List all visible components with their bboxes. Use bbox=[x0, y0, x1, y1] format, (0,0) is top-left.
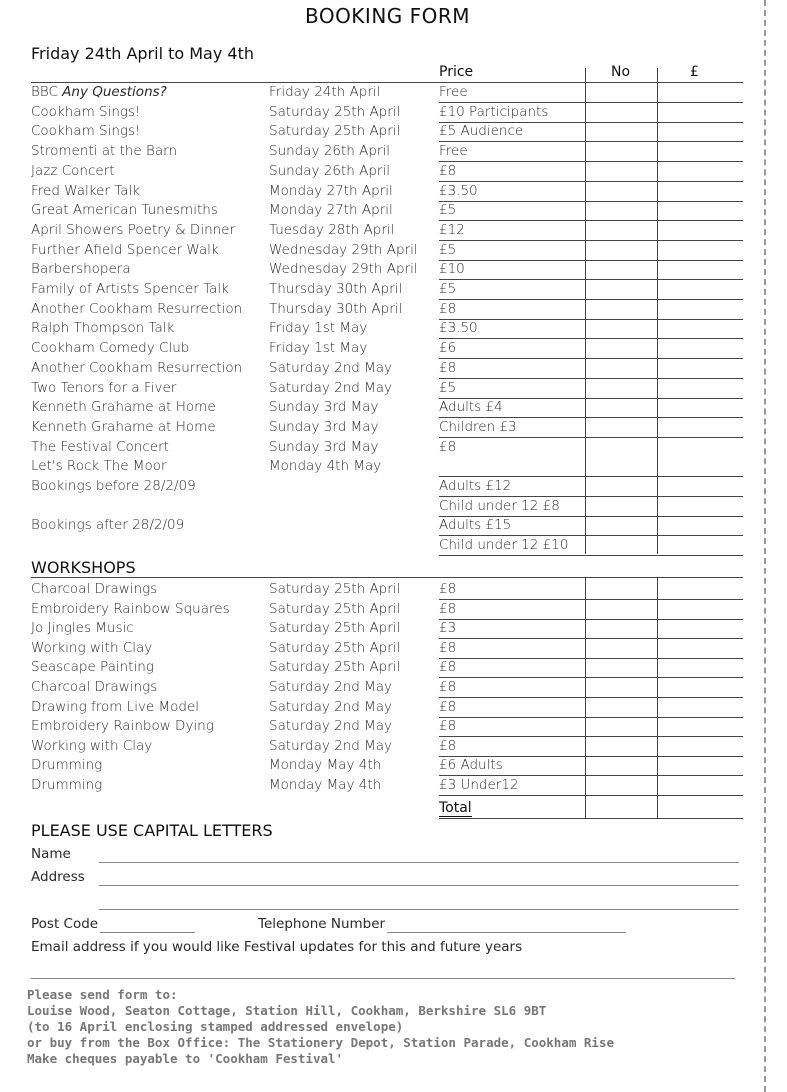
workshop-date: Saturday 25th April bbox=[269, 639, 401, 656]
workshop-price: £8 bbox=[439, 659, 457, 676]
event-row-rule bbox=[439, 319, 743, 320]
event-row-rule bbox=[439, 437, 743, 438]
event-row-rule bbox=[439, 220, 743, 221]
event-date: Sunday 3rd May bbox=[269, 399, 379, 416]
workshop-date: Saturday 2nd May bbox=[269, 737, 393, 754]
event-price: £10 Participants bbox=[439, 103, 549, 120]
workshop-name: Drumming bbox=[31, 757, 103, 774]
event-name: Ralph Thompson Talk bbox=[31, 320, 175, 337]
capital-letters-heading: PLEASE USE CAPITAL LETTERS bbox=[31, 821, 273, 840]
event-row-rule bbox=[439, 338, 743, 339]
event-date: Saturday 25th April bbox=[269, 103, 401, 120]
event-price: £3.50 bbox=[439, 320, 478, 337]
event-date: Wednesday 29th April bbox=[269, 241, 418, 258]
event-name: Let's Rock The Moor bbox=[31, 458, 167, 475]
event-row-rule bbox=[439, 358, 743, 359]
workshop-row-rule bbox=[439, 717, 743, 718]
event-name: Great American Tunesmiths bbox=[31, 202, 218, 219]
event-row-rule bbox=[439, 398, 743, 399]
event-row-rule bbox=[439, 476, 743, 477]
workshop-date: Saturday 25th April bbox=[269, 581, 401, 597]
event-name: Barbershopera bbox=[31, 261, 131, 278]
event-row-rule bbox=[439, 141, 743, 142]
event-row-rule bbox=[439, 260, 743, 261]
workshop-row-rule bbox=[439, 756, 743, 757]
event-price: £5 bbox=[439, 241, 457, 258]
workshop-price: £6 Adults bbox=[439, 757, 503, 774]
event-date: Monday 27th April bbox=[269, 182, 393, 199]
workshop-name: Seascape Painting bbox=[31, 659, 154, 676]
address-label: Address bbox=[31, 869, 85, 885]
footer-cheques: Make cheques payable to 'Cookham Festival' bbox=[27, 1051, 344, 1066]
event-date: Saturday 25th April bbox=[269, 123, 401, 140]
page-title: BOOKING FORM bbox=[304, 4, 471, 28]
event-name bbox=[31, 84, 167, 100]
event-row-rule bbox=[439, 102, 743, 103]
amount-column-header: £ bbox=[690, 64, 699, 80]
event-row-rule bbox=[439, 201, 743, 202]
workshop-price: £8 bbox=[439, 581, 457, 597]
event-price: Children £3 bbox=[439, 418, 517, 435]
email-field[interactable] bbox=[31, 978, 735, 979]
event-price: Child under 12 £10 bbox=[439, 537, 569, 554]
address-field-line-2[interactable] bbox=[99, 909, 739, 910]
event-price: Adults £15 bbox=[439, 517, 512, 534]
workshop-price: £8 bbox=[439, 600, 457, 617]
event-row-rule bbox=[439, 535, 743, 536]
event-date: Tuesday 28th April bbox=[269, 221, 395, 238]
event-price: £5 Audience bbox=[439, 123, 524, 140]
event-date: Sunday 26th April bbox=[269, 143, 390, 160]
workshop-row-rule bbox=[439, 775, 743, 776]
workshop-date: Saturday 2nd May bbox=[269, 718, 393, 735]
event-price: £10 bbox=[439, 261, 465, 278]
workshop-date: Saturday 25th April bbox=[269, 620, 401, 637]
footer-deadline: (to 16 April enclosing stamped addressed envelope) bbox=[27, 1019, 404, 1034]
total-label: Total bbox=[439, 800, 472, 816]
event-row-rule bbox=[439, 181, 743, 182]
event-price: Adults £4 bbox=[439, 399, 503, 416]
event-price: £5 bbox=[439, 379, 457, 396]
email-label: Email address if you would like Festival updates for this and future years bbox=[31, 939, 523, 955]
address-field-line-1[interactable] bbox=[99, 885, 739, 886]
workshop-name: Working with Clay bbox=[31, 737, 153, 754]
postcode-label: Post Code bbox=[31, 916, 99, 932]
event-date: Saturday 2nd May bbox=[269, 379, 393, 396]
workshop-name: Embroidery Rainbow Dying bbox=[31, 718, 214, 735]
event-price: £8 bbox=[439, 359, 457, 376]
workshops-header-rule bbox=[31, 577, 743, 578]
event-price: £8 bbox=[439, 438, 457, 455]
event-row-rule bbox=[439, 279, 743, 280]
event-name: Bookings before 28/2/09 bbox=[31, 478, 196, 494]
event-name: Cookham Sings! bbox=[31, 123, 141, 140]
workshop-row-rule bbox=[439, 658, 743, 659]
workshop-price: £8 bbox=[439, 639, 457, 656]
workshop-row-rule bbox=[439, 736, 743, 737]
event-row-rule bbox=[439, 496, 743, 497]
footer-box-office: or buy from the Box Office: The Stationery Depot, Station Parade, Cookham Rise bbox=[27, 1035, 614, 1050]
workshop-price: £8 bbox=[439, 698, 457, 715]
total-row-rule bbox=[439, 818, 743, 819]
telephone-field[interactable] bbox=[387, 932, 626, 933]
number-column-header: No bbox=[611, 64, 631, 80]
event-name: Stromenti at the Barn bbox=[31, 143, 178, 160]
workshop-price: £8 bbox=[439, 737, 457, 754]
workshop-name: Drawing from Live Model bbox=[31, 698, 200, 715]
event-date: Friday 1st May bbox=[269, 340, 368, 357]
workshop-name: Working with Clay bbox=[31, 639, 153, 656]
event-name: Family of Artists Spencer Talk bbox=[31, 281, 229, 297]
name-field[interactable] bbox=[99, 862, 739, 863]
name-label: Name bbox=[31, 846, 71, 862]
workshop-name: Charcoal Drawings bbox=[31, 679, 158, 695]
workshops-heading: WORKSHOPS bbox=[31, 558, 136, 577]
festival-dates-heading: Friday 24th April to May 4th bbox=[31, 44, 254, 63]
event-price: £5 bbox=[439, 281, 457, 297]
event-name: Bookings after 28/2/09 bbox=[31, 517, 185, 534]
event-row-rule bbox=[439, 122, 743, 123]
event-name: Further Afield Spencer Walk bbox=[31, 241, 219, 258]
workshop-name: Drumming bbox=[31, 777, 103, 793]
event-date: Friday 1st May bbox=[269, 320, 368, 337]
workshop-row-rule bbox=[439, 697, 743, 698]
workshop-date: Saturday 2nd May bbox=[269, 698, 393, 715]
event-price: £8 bbox=[439, 300, 457, 317]
event-row-rule bbox=[439, 417, 743, 418]
event-name: The Festival Concert bbox=[31, 438, 169, 455]
event-row-rule bbox=[439, 240, 743, 241]
event-price: Free bbox=[439, 84, 468, 100]
event-name: Fred Walker Talk bbox=[31, 182, 141, 199]
event-price: £5 bbox=[439, 202, 457, 219]
event-price: Free bbox=[439, 143, 468, 160]
workshop-date: Saturday 25th April bbox=[269, 600, 401, 617]
event-name: Kenneth Grahame at Home bbox=[31, 399, 216, 416]
workshops-col-divider-1 bbox=[585, 577, 586, 819]
workshop-name: Charcoal Drawings bbox=[31, 581, 158, 597]
event-date: Monday 4th May bbox=[269, 458, 382, 475]
event-date: Monday 27th April bbox=[269, 202, 393, 219]
event-name: Cookham Sings! bbox=[31, 103, 141, 120]
price-column-header: Price bbox=[439, 64, 474, 80]
event-date: Saturday 2nd May bbox=[269, 359, 393, 376]
workshop-date: Saturday 25th April bbox=[269, 659, 401, 676]
event-name-title: Any Questions? bbox=[62, 84, 167, 100]
event-name-prefix: BBC bbox=[31, 84, 63, 100]
event-date: Sunday 3rd May bbox=[269, 418, 379, 435]
workshop-date: Monday May 4th bbox=[269, 777, 382, 793]
workshop-price: £8 bbox=[439, 718, 457, 735]
event-price: £12 bbox=[439, 221, 465, 238]
event-price: Child under 12 £8 bbox=[439, 497, 560, 514]
event-date: Friday 24th April bbox=[269, 84, 381, 100]
event-name: Kenneth Grahame at Home bbox=[31, 418, 216, 435]
telephone-label: Telephone Number bbox=[258, 916, 386, 932]
event-date: Sunday 3rd May bbox=[269, 438, 379, 455]
workshop-date: Monday May 4th bbox=[269, 757, 382, 774]
event-date: Wednesday 29th April bbox=[269, 261, 418, 278]
event-row-rule bbox=[439, 378, 743, 379]
workshop-row-rule bbox=[439, 677, 743, 678]
workshop-date: Saturday 2nd May bbox=[269, 679, 393, 695]
event-price: £3.50 bbox=[439, 182, 478, 199]
workshop-row-rule bbox=[439, 638, 743, 639]
postcode-field[interactable] bbox=[100, 932, 195, 933]
event-name: April Showers Poetry & Dinner bbox=[31, 221, 236, 238]
event-name: Another Cookham Resurrection bbox=[31, 359, 243, 376]
event-name: Another Cookham Resurrection bbox=[31, 300, 243, 317]
event-date: Thursday 30th April bbox=[269, 300, 403, 317]
event-row-rule bbox=[439, 299, 743, 300]
event-price: £6 bbox=[439, 340, 457, 357]
cut-line bbox=[764, 0, 766, 1092]
event-name: Two Tenors for a Fiver bbox=[31, 379, 177, 396]
event-price: £8 bbox=[439, 162, 457, 179]
footer-send-to: Please send form to: bbox=[27, 987, 178, 1002]
event-name: Jazz Concert bbox=[31, 162, 115, 179]
event-date: Sunday 26th April bbox=[269, 162, 390, 179]
event-row-rule bbox=[439, 161, 743, 162]
footer-address: Louise Wood, Seaton Cottage, Station Hill, Cookham, Berkshire SL6 9BT bbox=[27, 1003, 547, 1018]
workshop-name: Embroidery Rainbow Squares bbox=[31, 600, 230, 617]
event-name: Cookham Comedy Club bbox=[31, 340, 190, 357]
workshop-name: Jo Jingles Music bbox=[31, 620, 134, 637]
workshop-price: £3 Under12 bbox=[439, 777, 519, 793]
event-row-rule bbox=[439, 516, 743, 517]
workshop-row-rule bbox=[439, 599, 743, 600]
workshops-col-divider-2 bbox=[657, 577, 658, 819]
workshop-price: £8 bbox=[439, 679, 457, 695]
events-header-rule bbox=[31, 82, 743, 83]
event-row-rule bbox=[439, 555, 743, 556]
event-date: Thursday 30th April bbox=[269, 281, 403, 297]
event-price: Adults £12 bbox=[439, 478, 512, 494]
workshop-row-rule bbox=[439, 619, 743, 620]
workshop-row-rule bbox=[439, 795, 743, 796]
workshop-price: £3 bbox=[439, 620, 457, 637]
